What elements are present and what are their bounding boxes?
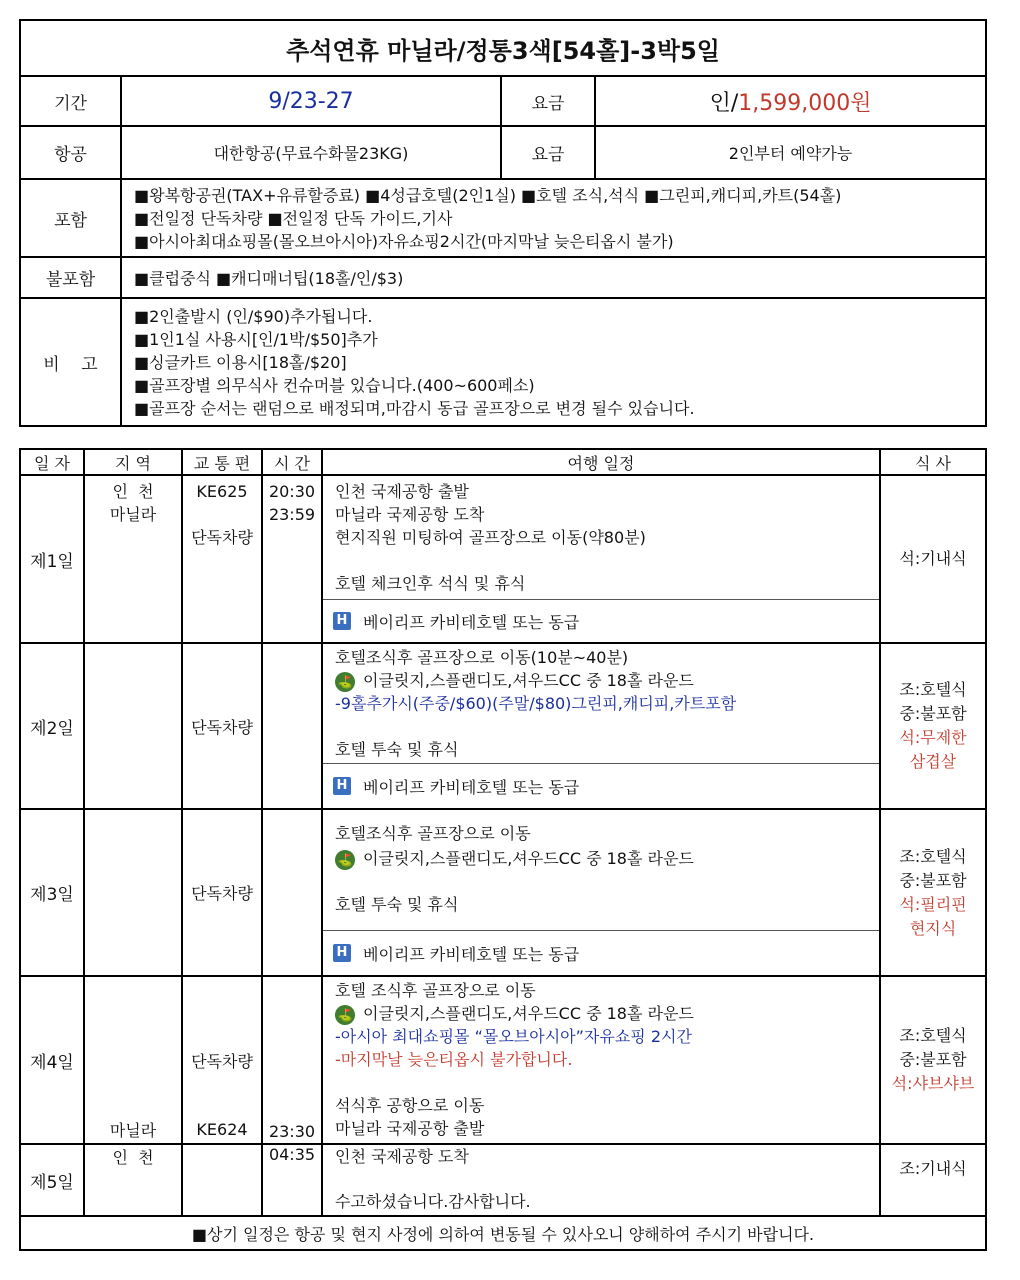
day-row (20, 643, 986, 809)
day-itinerary (322, 976, 880, 1144)
day-transport: 단독차량 (182, 643, 262, 809)
header-region: 지 역 (84, 449, 182, 475)
golf-line (335, 1002, 869, 1025)
price-label: 요금 (501, 76, 595, 126)
day-transport (182, 475, 262, 643)
period-label: 기간 (20, 76, 121, 126)
note-list (121, 298, 986, 426)
day-meals (880, 1144, 986, 1216)
hotel-row (323, 599, 879, 642)
meal-line: 중:불포함 (899, 704, 967, 723)
itinerary-line: 호텔조식후 골프장으로 이동(10분~40분) (335, 648, 629, 667)
golf-text: 이글릿지,스플랜디도,셔우드CC 중 18홀 라운드 (363, 1004, 694, 1023)
itinerary-line: 호텔 투숙 및 휴식 (335, 895, 459, 914)
min-people: 2인부터 예약가능 (595, 126, 986, 179)
day-transport: 단독차량 (182, 809, 262, 976)
day-time (262, 475, 322, 643)
note-line: ■골프장별 의무식사 컨슈머블 있습니다.(400~600페소) (134, 375, 535, 395)
day-transport (182, 976, 262, 1144)
day-region (84, 809, 182, 976)
hotel-name: 베이리프 카비테호텔 또는 동급 (363, 944, 580, 964)
note-label: 비 고 (20, 298, 121, 426)
hotel-icon: H (333, 777, 351, 795)
meal-line: 조:기내식 (899, 1159, 967, 1178)
price-label-2: 요금 (501, 126, 595, 179)
price-cell (595, 76, 986, 126)
itinerary-line: 마닐라 국제공항 도착 (335, 505, 485, 524)
day-label: 제5일 (20, 1144, 84, 1216)
meal-line-special: 석:필리핀 (899, 894, 967, 914)
day-time (262, 809, 322, 976)
itinerary-line: 마닐라 국제공항 출발 (335, 1119, 485, 1138)
golf-line (335, 847, 869, 870)
meal-line: 조:호텔식 (899, 846, 967, 866)
header-itinerary: 여행 일정 (322, 449, 880, 475)
day-label: 제2일 (20, 643, 84, 809)
day-meals (880, 809, 986, 976)
include-line: ■왕복항공권(TAX+유류할증료) ■4성급호텔(2인1실) ■호텔 조식,석식 ■그린피,캐디피,카트(54홀) (134, 185, 842, 205)
spacer (335, 715, 869, 738)
note-line: ■싱글카트 이용시[18홀/$20] (134, 352, 347, 372)
day-row (20, 809, 986, 976)
itinerary-line: 수고하셨습니다.감사합니다. (335, 1192, 531, 1211)
hotel-icon: H (333, 612, 351, 630)
schedule-table (19, 448, 987, 1251)
region-line: 마닐라 (109, 505, 157, 524)
header-meal: 식 사 (880, 449, 986, 475)
day-itinerary (322, 809, 880, 976)
day-row (20, 976, 986, 1144)
spacer (335, 1071, 869, 1094)
hotel-row (323, 763, 879, 808)
day-meals (880, 976, 986, 1144)
time-line: 23:59 (268, 505, 316, 524)
page-title: 추석연휴 마닐라/정통3색[54홀]-3박5일 (20, 20, 986, 76)
meal-line: 석:기내식 (899, 549, 967, 568)
include-line: ■아시아최대쇼핑몰(몰오브아시아)자유쇼핑2시간(마지막날 늦은티옵시 불가) (134, 231, 674, 251)
transport-line: KE624 (196, 1120, 248, 1139)
itinerary-line: 인천 국제공항 도착 (335, 1147, 469, 1166)
header-date: 일 자 (20, 449, 84, 475)
meal-line-special: 현지식 (909, 918, 957, 938)
day-label: 제3일 (20, 809, 84, 976)
day-region: 인 천 (84, 1144, 182, 1216)
itinerary-line: 현지직원 미팅하여 골프장으로 이동(약80분) (335, 528, 646, 547)
note-line: ■2인출발시 (인/$90)추가됩니다. (134, 306, 373, 326)
spacer (335, 1168, 869, 1190)
itinerary-line: 석식후 공항으로 이동 (335, 1096, 485, 1115)
day-time (262, 643, 322, 809)
period-value: 9/23-27 (121, 76, 501, 126)
meal-line-special: 석:무제한 (899, 728, 967, 747)
include-label: 포함 (20, 179, 121, 257)
note-line: ■골프장 순서는 랜덤으로 배정되며,마감시 동급 골프장으로 변경 될수 있습니다. (134, 398, 695, 418)
meal-line: 조:호텔식 (899, 680, 967, 699)
transport-line: 단독차량 (191, 1052, 253, 1071)
day-label: 제1일 (20, 475, 84, 643)
meal-line-special: 삼겹살 (909, 752, 957, 771)
transport-line: 단독차량 (191, 528, 253, 547)
day-transport (182, 1144, 262, 1216)
day-label: 제4일 (20, 976, 84, 1144)
day-meals (880, 475, 986, 643)
exclude-label: 불포함 (20, 257, 121, 298)
day-itinerary (322, 1144, 880, 1216)
price-value: 1,599,000원 (738, 90, 872, 116)
golf-text: 이글릿지,스플랜디도,셔우드CC 중 18홀 라운드 (363, 849, 694, 868)
header-transport: 교 통 편 (182, 449, 262, 475)
airline-value: 대한항공(무료수화물23KG) (121, 126, 501, 179)
itinerary-line: 호텔 투숙 및 휴식 (335, 740, 459, 759)
hotel-name: 베이리프 카비테호텔 또는 동급 (363, 612, 580, 632)
itinerary-line (335, 549, 869, 572)
spacer (335, 870, 869, 893)
day-itinerary (322, 643, 880, 809)
itinerary-line: 호텔조식후 골프장으로 이동 (335, 824, 531, 843)
itinerary-line: 호텔 체크인후 석식 및 휴식 (335, 574, 526, 593)
hotel-icon: H (333, 944, 351, 962)
itinerary-line: 호텔 조식후 골프장으로 이동 (335, 981, 536, 1000)
time-line: 20:30 (268, 482, 316, 501)
hotel-name: 베이리프 카비테호텔 또는 동급 (363, 777, 580, 797)
hotel-row (323, 930, 879, 975)
day-time: 04:35 (262, 1144, 322, 1216)
day-meals (880, 643, 986, 809)
meal-line: 중:불포함 (899, 1050, 967, 1069)
schedule-header-row (20, 449, 986, 475)
extra-line: -9홀추가시(주중/$60)(주말/$80)그린피,캐디피,카트포함 (335, 694, 737, 713)
extra-line: -아시아 최대쇼핑몰 “몰오브아시아”자유쇼핑 2시간 (335, 1027, 692, 1046)
day-time: 23:30 (262, 976, 322, 1144)
golf-icon: ⛳ (335, 1005, 355, 1025)
airline-label: 항공 (20, 126, 121, 179)
transport-line: KE625 (196, 482, 248, 501)
info-table (19, 19, 987, 427)
note-line: ■1인1실 사용시[인/1박/$50]추가 (134, 329, 378, 349)
meal-line: 중:불포함 (899, 870, 967, 890)
meal-line-special: 석:샤브샤브 (891, 1074, 975, 1093)
extra-line-red: -마지막날 늦은티옵시 불가합니다. (335, 1050, 573, 1069)
golf-text: 이글릿지,스플랜디도,셔우드CC 중 18홀 라운드 (363, 671, 694, 690)
footer-note: ■상기 일정은 항공 및 현지 사정에 의하여 변동될 수 있사오니 양해하여 주시기 바랍니다. (20, 1216, 986, 1250)
price-prefix: 인/ (709, 90, 739, 116)
include-line: ■전일정 단독차량 ■전일정 단독 가이드,기사 (134, 208, 453, 228)
golf-icon: ⛳ (335, 672, 355, 692)
meal-line: 조:호텔식 (899, 1026, 967, 1045)
itinerary-line: 인천 국제공항 출발 (335, 482, 469, 501)
region-line: 인 천 (112, 482, 154, 501)
include-list (121, 179, 986, 257)
day-row (20, 475, 986, 643)
day-itinerary (322, 475, 880, 643)
day-region (84, 643, 182, 809)
golf-line (335, 669, 869, 692)
day-region (84, 475, 182, 643)
header-time: 시 간 (262, 449, 322, 475)
exclude-value: ■클럽중식 ■캐디매너팁(18홀/인/$3) (121, 257, 986, 298)
day-row (20, 1144, 986, 1216)
day-region: 마닐라 (84, 976, 182, 1144)
golf-icon: ⛳ (335, 850, 355, 870)
